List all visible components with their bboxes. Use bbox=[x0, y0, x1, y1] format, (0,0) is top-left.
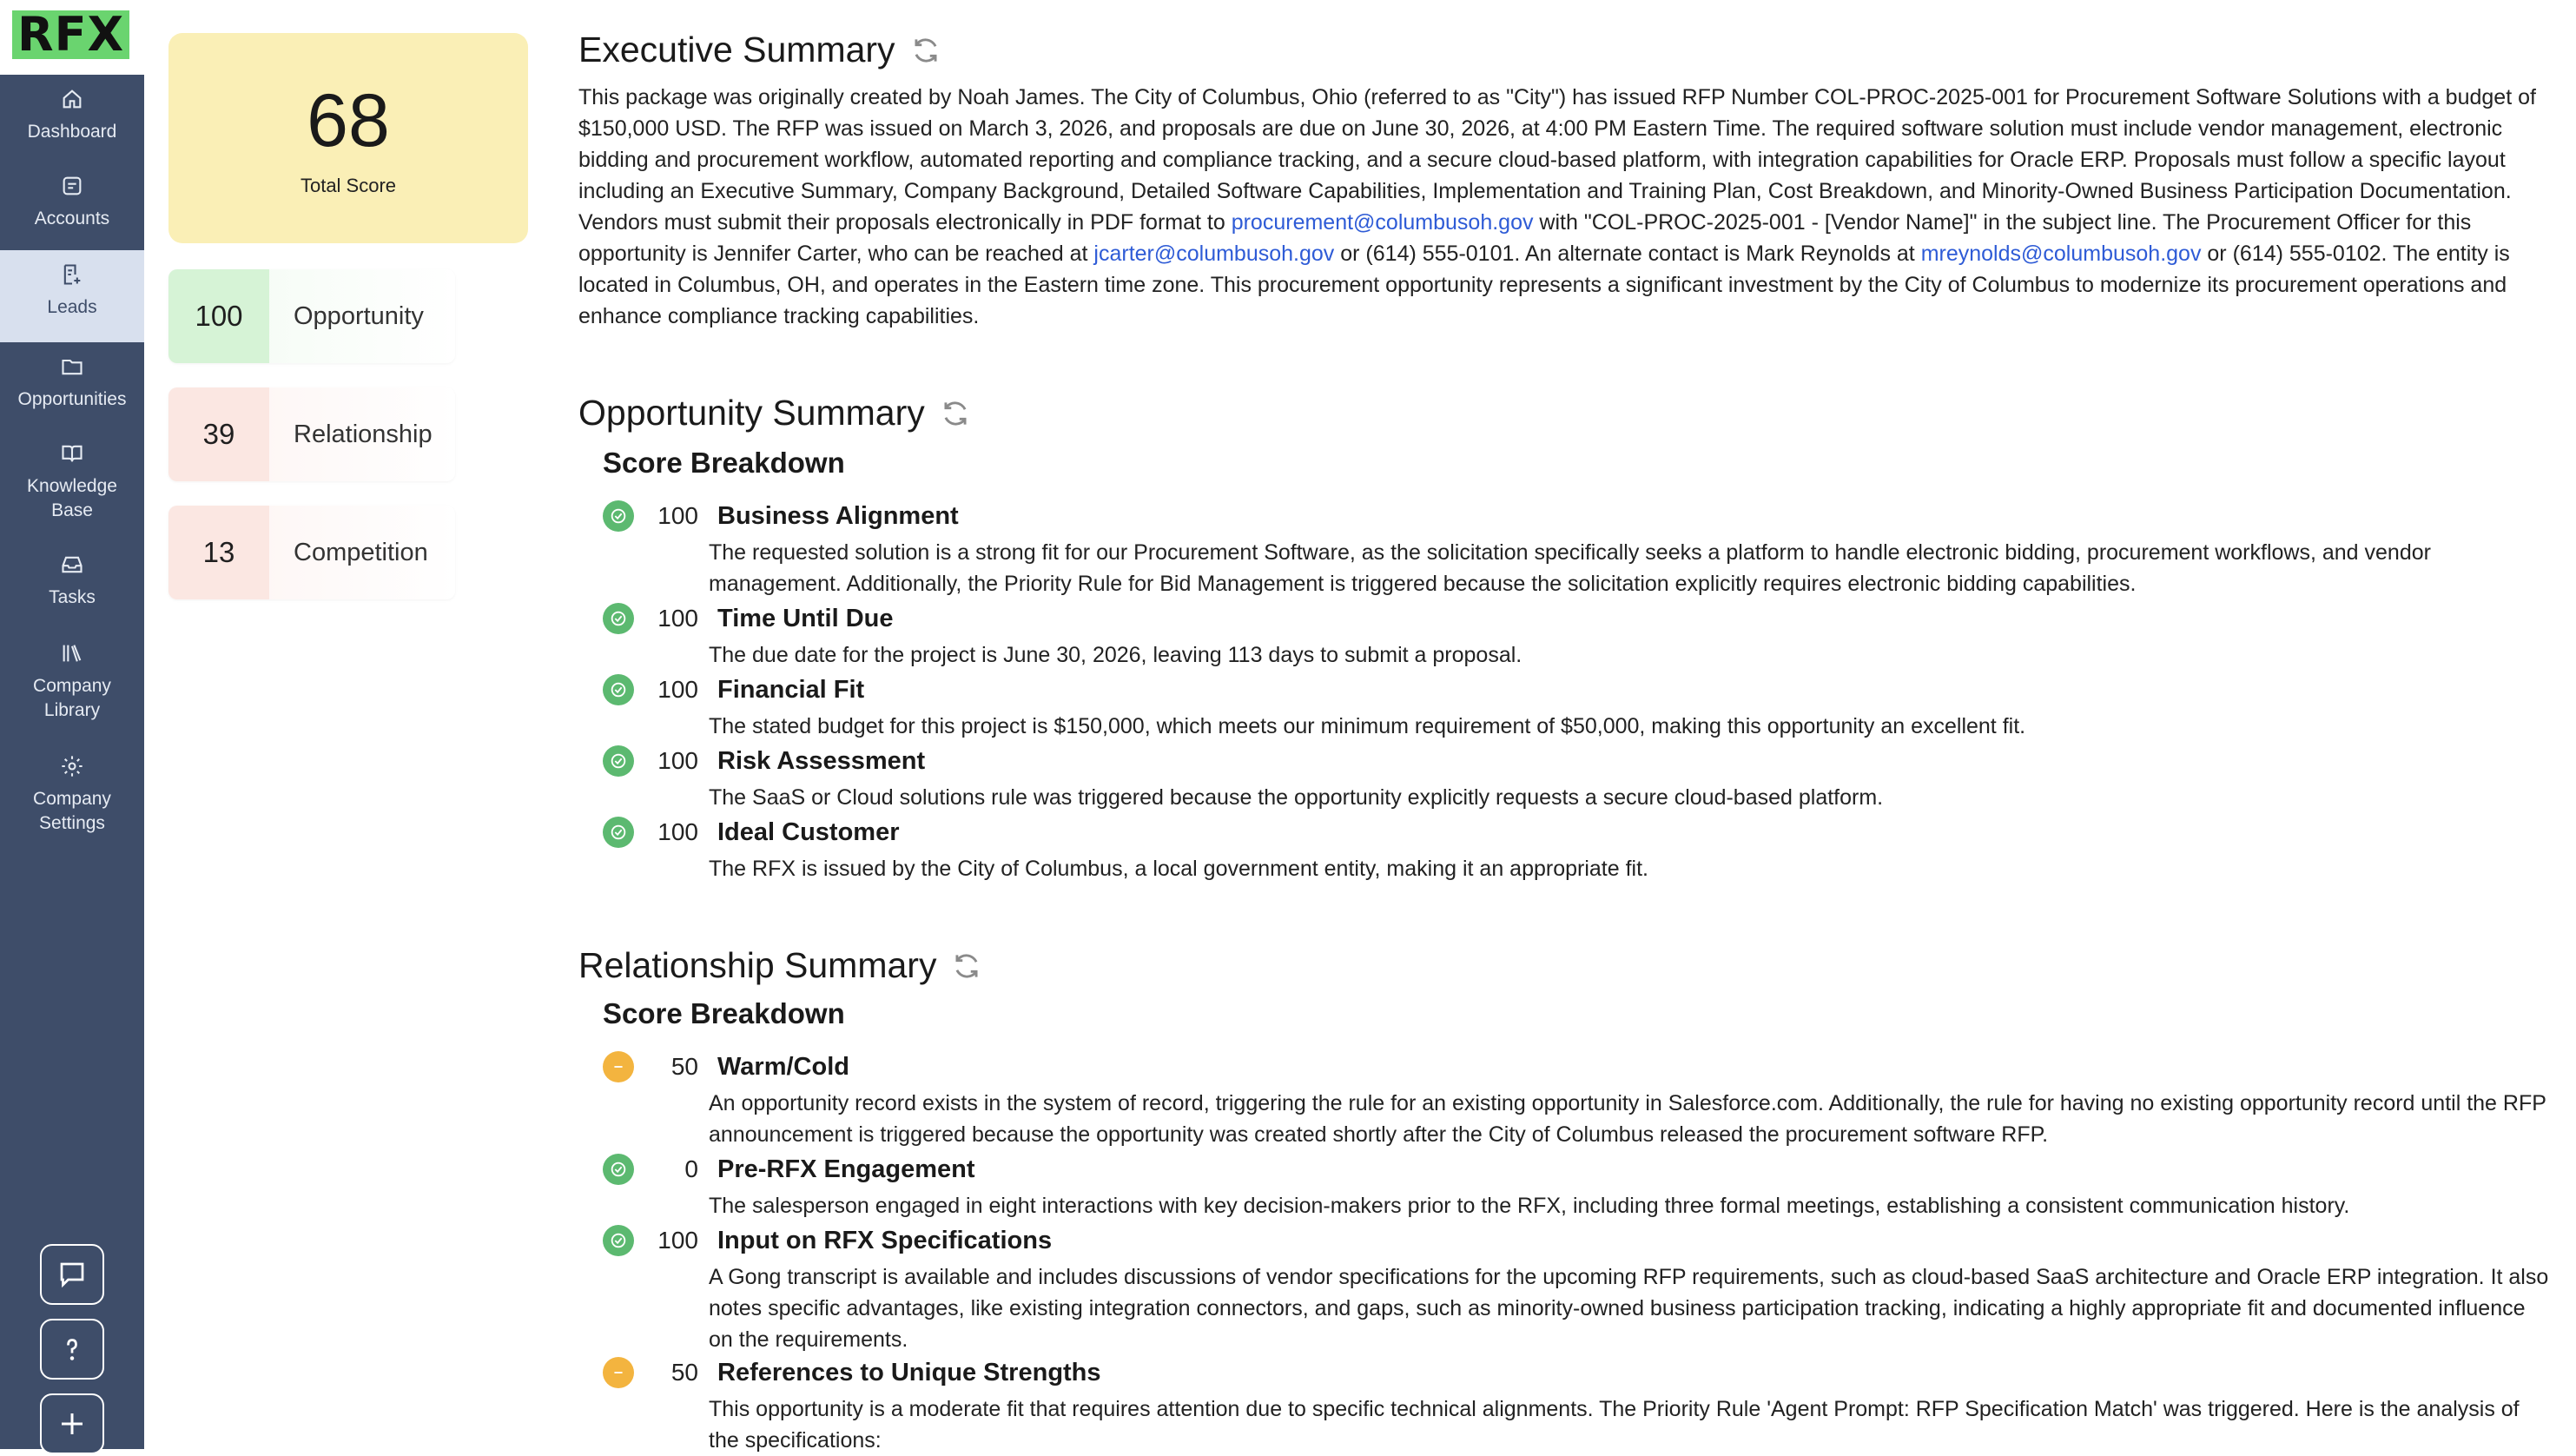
executive-text-part: or (614) 555-0101. An alternate contact is Mark Reynolds at bbox=[1334, 242, 1921, 266]
opportunity-breakdown-item bbox=[603, 672, 2552, 742]
item-score: 50 bbox=[670, 1053, 698, 1080]
relationship-breakdown-item bbox=[603, 1223, 2552, 1355]
sidebar-item-leads[interactable] bbox=[0, 250, 144, 342]
opportunity-score-card[interactable] bbox=[168, 269, 455, 363]
chat-icon bbox=[56, 1259, 88, 1290]
chat-button[interactable] bbox=[40, 1244, 104, 1305]
item-description: An opportunity record exists in the system of record, triggering the rule for an existing opportunity in Salesforce.com. Additionally, the rule for having no existing opportunity record until the RFP announcement is triggered because the opportunity was created shortly after the City of Columbus released the procurement software RFP. bbox=[709, 1091, 2546, 1147]
executive-text-part: or (614) 555-0102. The entity is located in Columbus, OH, and operates in the Eastern time zone. This procurement opportunity represents a significant investment by the City of Columbus to modernize its procurement operations and enhance compliance tracking capabilities. bbox=[578, 242, 2510, 328]
folder-icon bbox=[60, 354, 84, 379]
competition-score-card[interactable] bbox=[168, 506, 455, 599]
executive-summary-title: Executive Summary bbox=[578, 30, 895, 69]
sidebar-item-label: Accounts bbox=[34, 208, 110, 228]
mreynolds-email-link[interactable]: mreynolds@columbusoh.gov bbox=[1920, 242, 2202, 266]
opportunity-score-label: Opportunity bbox=[294, 301, 424, 330]
executive-text-part: This package was originally created by Noah James. The City of Columbus, Ohio (referred to as "City") has issued RFP Number COL-PROC-2025-001 for Procurement Software Solutions with a budget of $150,000 USD. The RFP was issued on March 3, 2026, and proposals are due on June 30, 2026, at 4:00 PM Eastern Time. The required software solution must include vendor management, electronic bidding and procurement workflow, automated reporting and compliance tracking, and a secure cloud-based platform, with integration capabilities for Oracle ERP. Proposals must follow a specific layout including an Executive Summary, Company Background, Detailed Software Capabilities, Implementation and Training Plan, Cost Breakdown, and Minority-Owned Business Participation Documentation. Vendors must submit their proposals electronically in PDF format to bbox=[578, 85, 2536, 235]
competition-score-value: 13 bbox=[168, 506, 269, 599]
item-description: The SaaS or Cloud solutions rule was triggered because the opportunity explicitly requests a secure cloud-based platform. bbox=[709, 785, 1884, 810]
item-score: 0 bbox=[684, 1155, 698, 1182]
sidebar-item-accounts[interactable] bbox=[0, 174, 144, 243]
minus-circle-icon bbox=[603, 1051, 634, 1082]
executive-text-part: with "COL-PROC-2025-001 - [Vendor Name]" in the subject line. The Procurement Officer for this opportunity is Jennifer Carter, who can be reached at bbox=[578, 210, 2472, 266]
opportunity-breakdown-item bbox=[603, 499, 2552, 599]
refresh-icon[interactable] bbox=[950, 950, 983, 983]
total-score-value: 68 bbox=[307, 79, 390, 162]
check-icon bbox=[603, 674, 634, 705]
check-icon bbox=[603, 1154, 634, 1185]
check-icon bbox=[603, 1225, 634, 1256]
lead-add-icon bbox=[60, 262, 84, 287]
opportunity-score-breakdown-title: Score Breakdown bbox=[603, 447, 845, 479]
item-score: 100 bbox=[657, 1227, 698, 1254]
refresh-icon[interactable] bbox=[939, 397, 972, 430]
help-icon bbox=[56, 1334, 88, 1365]
relationship-score-label: Relationship bbox=[294, 420, 433, 448]
refresh-icon[interactable] bbox=[909, 34, 942, 67]
relationship-breakdown-item bbox=[603, 1152, 2552, 1221]
item-score: 100 bbox=[657, 747, 698, 774]
relationship-summary-title: Relationship Summary bbox=[578, 945, 937, 985]
sidebar-item-label: Dashboard bbox=[27, 122, 117, 142]
accounts-icon bbox=[60, 174, 84, 198]
relationship-score-value: 39 bbox=[168, 387, 269, 481]
inbox-icon bbox=[60, 553, 84, 577]
sidebar-item-knowledge-base[interactable] bbox=[0, 441, 144, 528]
book-icon bbox=[60, 441, 84, 466]
item-score: 50 bbox=[670, 1359, 698, 1386]
library-icon bbox=[60, 641, 84, 665]
sidebar-item-label: Tasks bbox=[49, 587, 96, 607]
item-score: 100 bbox=[657, 818, 698, 845]
sidebar bbox=[0, 0, 144, 1449]
item-title: Financial Fit bbox=[717, 675, 865, 704]
sidebar-item-label: Knowledge Base bbox=[27, 476, 117, 520]
add-button[interactable] bbox=[40, 1393, 104, 1454]
relationship-breakdown-item bbox=[603, 1355, 2552, 1456]
item-title: Ideal Customer bbox=[717, 817, 900, 846]
item-description: The requested solution is a strong fit for our Procurement Software, as the solicitation specifically seeks a platform to handle electronic bidding, procurement workflows, and vendor management. Additionally, the Priority Rule for Bid Management is triggered because the solicitation explicitly requires electronic bidding capabilities. bbox=[709, 540, 2431, 596]
total-score-label: Total Score bbox=[300, 175, 397, 196]
sidebar-item-company-library[interactable] bbox=[0, 641, 144, 728]
item-title: Time Until Due bbox=[717, 604, 894, 632]
item-title: Pre-RFX Engagement bbox=[717, 1155, 975, 1183]
item-description: The due date for the project is June 30, 2026, leaving 113 days to submit a proposal. bbox=[709, 643, 1522, 667]
sidebar-item-label: Leads bbox=[47, 297, 97, 317]
sidebar-item-label: Company Settings bbox=[33, 789, 111, 833]
relationship-score-card[interactable] bbox=[168, 387, 455, 481]
item-title: Input on RFX Specifications bbox=[717, 1226, 1053, 1254]
total-score-card bbox=[168, 33, 528, 243]
item-title: Warm/Cold bbox=[717, 1052, 849, 1081]
item-title: Business Alignment bbox=[717, 501, 959, 530]
executive-summary-heading bbox=[578, 30, 942, 70]
sidebar-item-opportunities[interactable] bbox=[0, 354, 144, 424]
item-description: The stated budget for this project is $150,000, which meets our minimum requirement of $50,000, making this opportunity an excellent fit. bbox=[709, 714, 2026, 738]
logo[interactable]: RFX bbox=[12, 10, 129, 59]
plus-icon bbox=[56, 1408, 88, 1439]
jcarter-email-link[interactable]: jcarter@columbusoh.gov bbox=[1093, 242, 1335, 266]
relationship-summary-heading bbox=[578, 945, 983, 986]
item-score: 100 bbox=[657, 676, 698, 703]
item-title: References to Unique Strengths bbox=[717, 1358, 1101, 1387]
opportunity-breakdown-item bbox=[603, 601, 2552, 671]
opportunity-score-value: 100 bbox=[168, 269, 269, 363]
executive-summary-text bbox=[578, 82, 2552, 332]
sidebar-item-label: Company Library bbox=[33, 676, 111, 720]
logo-area bbox=[0, 0, 144, 75]
item-score: 100 bbox=[657, 502, 698, 529]
competition-score-label: Competition bbox=[294, 538, 428, 566]
item-description: A Gong transcript is available and includes discussions of vendor specifications for the upcoming RFP requirements, such as cloud-based SaaS architecture and Oracle ERP integration. It also notes specific advantages, like existing integration connectors, and gaps, such as minority-owned business participation tracking, indicating a highly appropriate fit and documented influence on the requirements. bbox=[709, 1265, 2549, 1352]
item-description: The RFX is issued by the City of Columbus, a local government entity, making it an appropriate fit. bbox=[709, 857, 1648, 881]
sidebar-item-company-settings[interactable] bbox=[0, 754, 144, 841]
item-description: The salesperson engaged in eight interactions with key decision-makers prior to the RFX, including three formal meetings, establishing a consistent communication history. bbox=[709, 1194, 2350, 1218]
home-icon bbox=[60, 87, 84, 111]
opportunity-summary-title: Opportunity Summary bbox=[578, 393, 925, 433]
procurement-email-link[interactable]: procurement@columbusoh.gov bbox=[1231, 210, 1534, 235]
minus-circle-icon bbox=[603, 1357, 634, 1388]
help-button[interactable] bbox=[40, 1319, 104, 1380]
check-icon bbox=[603, 500, 634, 532]
item-description: This opportunity is a moderate fit that requires attention due to specific technical alignments. The Priority Rule 'Agent Prompt: RFP Specification Match' was triggered. Here is the analysis of the specifications: bbox=[709, 1397, 2520, 1453]
opportunity-summary-heading bbox=[578, 393, 972, 433]
item-score: 100 bbox=[657, 605, 698, 632]
opportunity-breakdown-item bbox=[603, 744, 2552, 813]
gear-icon bbox=[60, 754, 84, 778]
opportunity-breakdown-item bbox=[603, 815, 2552, 884]
check-icon bbox=[603, 745, 634, 777]
relationship-score-breakdown-title: Score Breakdown bbox=[603, 997, 845, 1029]
sidebar-item-tasks[interactable] bbox=[0, 553, 144, 622]
item-title: Risk Assessment bbox=[717, 746, 926, 775]
sidebar-item-dashboard[interactable] bbox=[0, 87, 144, 156]
check-icon bbox=[603, 817, 634, 848]
check-icon bbox=[603, 603, 634, 634]
relationship-breakdown-item bbox=[603, 1049, 2552, 1150]
sidebar-item-label: Opportunities bbox=[17, 389, 127, 409]
